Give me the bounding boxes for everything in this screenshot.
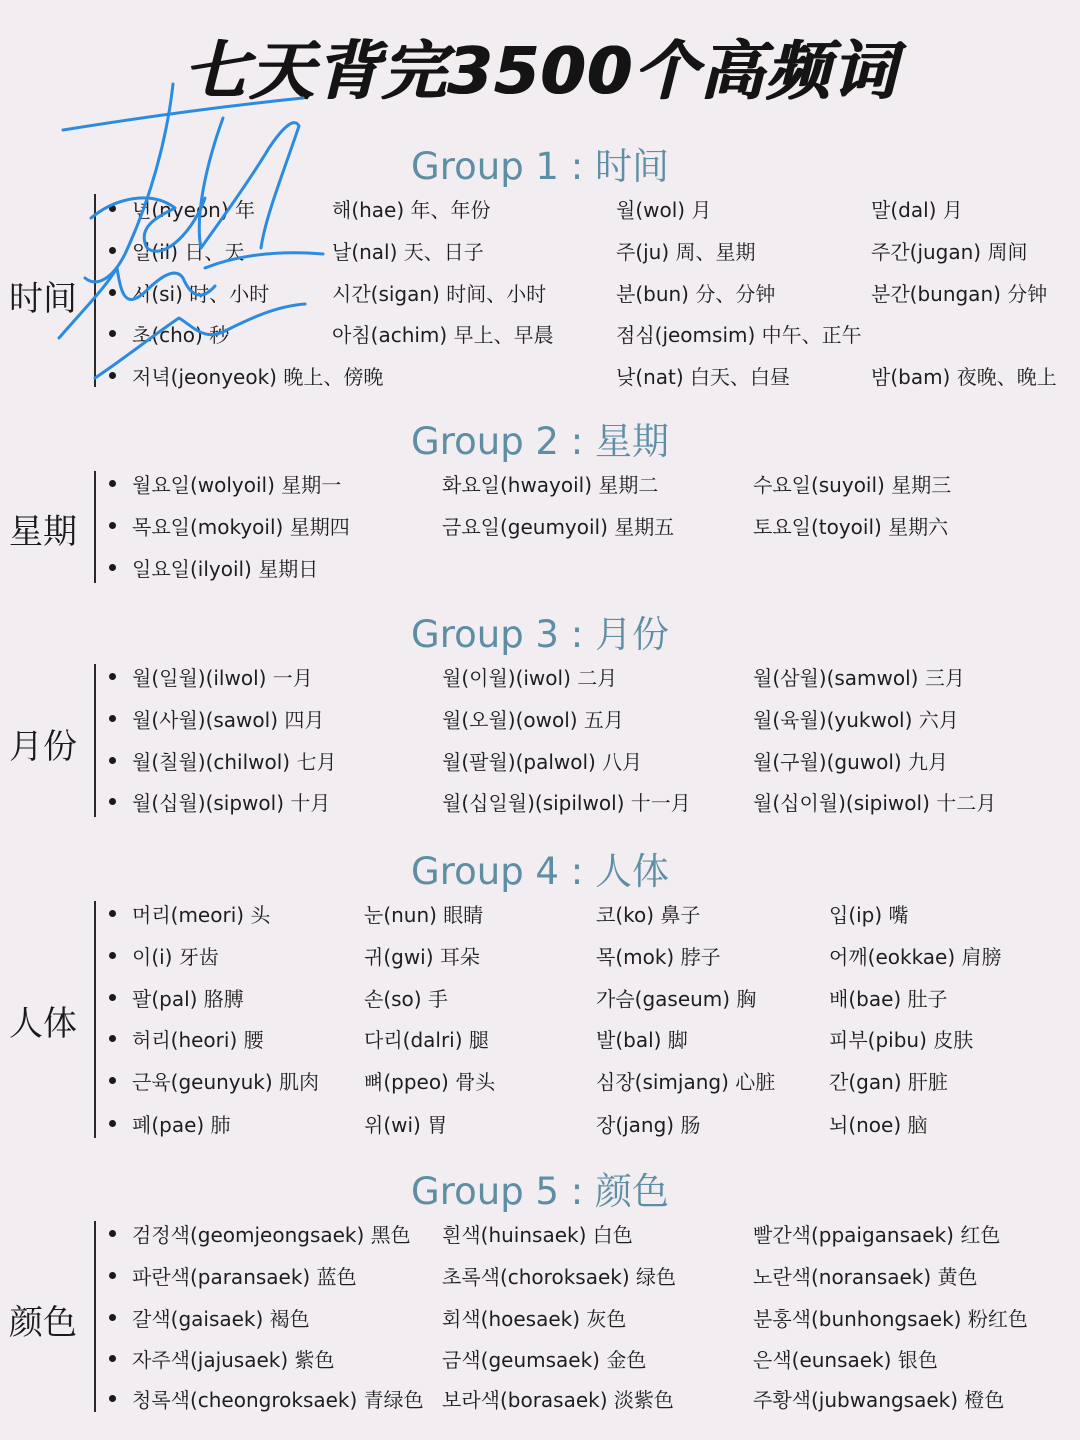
vocab-entry: 장(jang) 肠 [596, 1113, 701, 1137]
vocab-entry: 손(so) 手 [364, 987, 448, 1011]
bullet-dot [109, 1355, 116, 1362]
bullet-dot [109, 1120, 116, 1127]
vocab-entry: 목(mok) 脖子 [596, 945, 721, 969]
page-title: 七天背完3500个高频词 [182, 35, 898, 109]
vocab-entry: 갈색(gaisaek) 褐色 [132, 1307, 310, 1331]
group-heading: Group 5 : 颜色 [411, 1170, 669, 1213]
vocab-entry: 분(bun) 分、分钟 [616, 282, 776, 306]
bullet-dot [109, 994, 116, 1001]
vocab-entry: 월(삼월)(samwol) 三月 [753, 666, 965, 690]
section-divider-line [94, 194, 96, 387]
vocab-entry: 간(gan) 肝脏 [829, 1070, 948, 1094]
bullet-dot [109, 205, 116, 212]
vocab-entry: 뼈(ppeo) 骨头 [364, 1070, 496, 1094]
vocab-entry: 금색(geumsaek) 金色 [442, 1348, 647, 1372]
vocab-entry: 월(십이월)(sipiwol) 十二月 [753, 791, 997, 815]
bullet-dot [109, 372, 116, 379]
section-divider-line [94, 664, 96, 817]
vocab-entry: 뇌(noe) 脑 [829, 1113, 928, 1137]
vocab-entry: 이(i) 牙齿 [132, 945, 219, 969]
vocab-entry: 목요일(mokyoil) 星期四 [132, 515, 350, 539]
bullet-dot [109, 564, 116, 571]
vocab-entry: 주(ju) 周、星期 [616, 240, 756, 264]
vocab-entry: 귀(gwi) 耳朵 [364, 945, 480, 969]
vocab-entry: 월요일(wolyoil) 星期一 [132, 473, 342, 497]
vocab-entry: 아침(achim) 早上、早晨 [332, 323, 554, 347]
vocab-entry: 낮(nat) 白天、白昼 [616, 365, 791, 389]
vocab-entry: 가슴(gaseum) 胸 [596, 987, 757, 1011]
vocab-entry: 회색(hoesaek) 灰色 [442, 1307, 627, 1331]
vocab-entry: 날(nal) 天、日子 [332, 240, 484, 264]
vocab-entry: 일(il) 日、天 [132, 240, 245, 264]
vocab-entry: 폐(pae) 肺 [132, 1113, 231, 1137]
vocab-entry: 금요일(geumyoil) 星期五 [442, 515, 675, 539]
section-label: 时间 [9, 279, 77, 319]
vocab-entry: 피부(pibu) 皮肤 [829, 1028, 974, 1052]
vocab-entry: 월(사월)(sawol) 四月 [132, 708, 325, 732]
section-label: 颜色 [9, 1303, 77, 1343]
vocab-entry: 눈(nun) 眼睛 [364, 903, 484, 927]
group-heading: Group 1 : 时间 [411, 145, 669, 188]
bullet-dot [109, 798, 116, 805]
vocab-entry: 위(wi) 胃 [364, 1113, 448, 1137]
group-heading: Group 3 : 月份 [411, 613, 669, 656]
section-label: 人体 [9, 1004, 77, 1044]
vocab-entry: 허리(heori) 腰 [132, 1028, 264, 1052]
bullet-dot [109, 480, 116, 487]
vocab-entry: 일요일(ilyoil) 星期日 [132, 557, 319, 581]
vocab-entry: 청록색(cheongroksaek) 青绿色 [132, 1388, 424, 1412]
bullet-dot [109, 910, 116, 917]
vocab-entry: 분간(bungan) 分钟 [871, 282, 1048, 306]
vocab-entry: 시간(sigan) 时间、小时 [332, 282, 547, 306]
vocab-entry: 해(hae) 年、年份 [332, 198, 491, 222]
bullet-dot [109, 1272, 116, 1279]
vocab-entry: 저녁(jeonyeok) 晚上、傍晚 [132, 365, 384, 389]
vocab-entry: 월(십일월)(sipilwol) 十一月 [442, 791, 691, 815]
section-divider-line [94, 1221, 96, 1412]
vocab-entry: 주간(jugan) 周间 [871, 240, 1028, 264]
bullet-dot [109, 522, 116, 529]
bullet-dot [109, 757, 116, 764]
vocab-entry: 월(일월)(ilwol) 一月 [132, 666, 313, 690]
bullet-dot [109, 1314, 116, 1321]
vocab-entry: 화요일(hwayoil) 星期二 [442, 473, 659, 497]
group-heading: Group 4 : 人体 [411, 850, 669, 893]
vocab-entry: 밤(bam) 夜晚、晚上 [871, 365, 1057, 389]
vocab-entry: 자주색(jajusaek) 紫色 [132, 1348, 335, 1372]
vocab-entry: 월(육월)(yukwol) 六月 [753, 708, 959, 732]
vocab-entry: 시(si) 时、小时 [132, 282, 270, 306]
vocab-entry: 말(dal) 月 [871, 198, 963, 222]
vocab-entry: 초록색(choroksaek) 绿色 [442, 1265, 676, 1289]
vocab-entry: 초(cho) 秒 [132, 323, 230, 347]
bullet-dot [109, 330, 116, 337]
vocab-entry: 월(wol) 月 [616, 198, 712, 222]
vocab-entry: 월(이월)(iwol) 二月 [442, 666, 618, 690]
vocab-entry: 다리(dalri) 腿 [364, 1028, 489, 1052]
bullet-dot [109, 673, 116, 680]
vocab-entry: 점심(jeomsim) 中午、正午 [616, 323, 862, 347]
bullet-dot [109, 247, 116, 254]
vocab-entry: 월(칠월)(chilwol) 七月 [132, 750, 337, 774]
bullet-dot [109, 1035, 116, 1042]
vocab-entry: 흰색(huinsaek) 白色 [442, 1223, 633, 1247]
vocab-entry: 노란색(noransaek) 黄色 [753, 1265, 978, 1289]
bullet-dot [109, 1077, 116, 1084]
vocab-entry: 배(bae) 肚子 [829, 987, 948, 1011]
vocab-entry: 검정색(geomjeongsaek) 黑色 [132, 1223, 411, 1247]
vocab-entry: 팔(pal) 胳膊 [132, 987, 244, 1011]
vocab-entry: 머리(meori) 头 [132, 903, 271, 927]
vocab-entry: 분홍색(bunhongsaek) 粉红色 [753, 1307, 1028, 1331]
vocab-entry: 수요일(suyoil) 星期三 [753, 473, 952, 497]
vocab-entry: 빨간색(ppaigansaek) 红色 [753, 1223, 1001, 1247]
vocab-entry: 월(십월)(sipwol) 十月 [132, 791, 331, 815]
vocab-entry: 토요일(toyoil) 星期六 [753, 515, 949, 539]
vocab-entry: 월(팔월)(palwol) 八月 [442, 750, 643, 774]
vocab-entry: 월(오월)(owol) 五月 [442, 708, 624, 732]
vocab-entry: 코(ko) 鼻子 [596, 903, 701, 927]
vocab-entry: 파란색(paransaek) 蓝色 [132, 1265, 357, 1289]
vocab-entry: 월(구월)(guwol) 九月 [753, 750, 949, 774]
vocab-entry: 보라색(borasaek) 淡紫色 [442, 1388, 674, 1412]
bullet-dot [109, 289, 116, 296]
section-label: 星期 [9, 512, 77, 552]
vocab-entry: 심장(simjang) 心脏 [596, 1070, 776, 1094]
bullet-dot [109, 952, 116, 959]
bullet-dot [109, 1395, 116, 1402]
section-label: 月份 [9, 727, 77, 767]
vocab-entry: 주황색(jubwangsaek) 橙色 [753, 1388, 1005, 1412]
vocab-entry: 년(nyeon) 年 [132, 198, 256, 222]
bullet-dot [109, 715, 116, 722]
vocab-entry: 은색(eunsaek) 银色 [753, 1348, 938, 1372]
vocab-entry: 어깨(eokkae) 肩膀 [829, 945, 1002, 969]
section-divider-line [94, 471, 96, 583]
vocab-entry: 발(bal) 脚 [596, 1028, 688, 1052]
vocab-entry: 근육(geunyuk) 肌肉 [132, 1070, 320, 1094]
bullet-dot [109, 1230, 116, 1237]
group-heading: Group 2 : 星期 [411, 420, 669, 463]
section-divider-line [94, 901, 96, 1138]
vocab-entry: 입(ip) 嘴 [829, 903, 909, 927]
